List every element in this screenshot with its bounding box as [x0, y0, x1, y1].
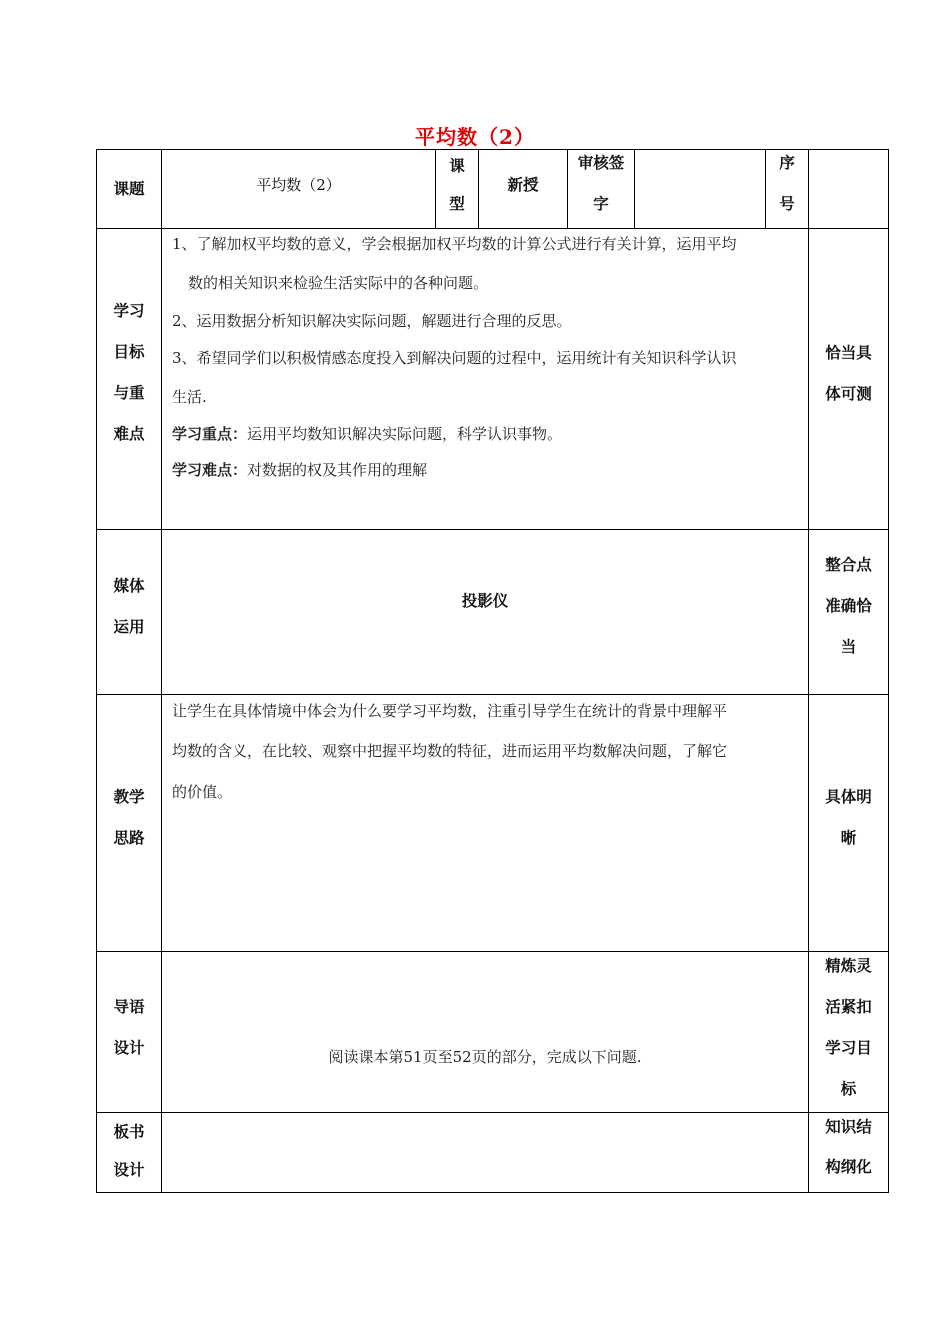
review-signature	[635, 150, 765, 228]
difficulty-point	[172, 459, 427, 480]
key-point	[172, 423, 562, 444]
media-label: 媒体 运用	[113, 576, 145, 636]
type-label-1: 课	[449, 156, 465, 175]
approach-line-3: 的价值。	[172, 783, 233, 801]
intro-label: 导语 设计	[113, 997, 145, 1057]
approach-line-2: 均数的含义，在比较、观察中把握平均数的特征，进而运用平均数解决问题，了解它	[172, 742, 728, 760]
goals-label: 学习 目标 与重 难点	[113, 301, 145, 443]
intro-note: 精炼灵 活紧扣 学习目 标	[825, 956, 872, 1098]
review-label-2: 字	[593, 194, 609, 213]
board-label: 板书 设计	[113, 1122, 145, 1179]
key-point-text: 运用平均数知识解决实际问题，科学认识事物。	[247, 425, 563, 443]
seq-label-2: 号	[779, 194, 795, 213]
review-label-1: 审核签	[577, 153, 625, 172]
goal-item-2: 2、运用数据分析知识解决实际问题，解题进行合理的反思。	[172, 312, 572, 330]
key-point-label: 学习重点：	[172, 425, 248, 443]
topic-value: 平均数（2）	[256, 176, 341, 194]
seq-value	[809, 150, 888, 228]
media-content: 投影仪	[461, 591, 509, 610]
document-title: 平均数（2）	[415, 125, 535, 149]
approach-note: 具体明 晰	[825, 787, 872, 847]
goal-item-1-line-1: 1、了解加权平均数的意义，学会根据加权平均数的计算公式进行有关计算，运用平均	[172, 235, 737, 253]
goals-note: 恰当具 体可测	[825, 343, 872, 403]
goal-item-3-line-1: 3、希望同学们以积极情感态度投入到解决问题的过程中，运用统计有关知识科学认识	[172, 349, 737, 367]
difficulty-text: 对数据的权及其作用的理解	[247, 461, 428, 479]
goal-item-1-line-2: 数的相关知识来检验生活实际中的各种问题。	[188, 274, 489, 292]
media-note: 整合点 准确恰 当	[825, 555, 872, 656]
seq-label-1: 序	[779, 153, 795, 172]
type-value: 新授	[507, 175, 539, 194]
approach-label: 教学 思路	[113, 787, 145, 847]
goal-item-3-line-2: 生活.	[172, 388, 207, 406]
difficulty-label: 学习难点：	[172, 461, 248, 479]
topic-label: 课题	[113, 179, 145, 198]
board-note: 知识结 构纲化	[825, 1117, 872, 1176]
approach-line-1: 让学生在具体情境中体会为什么要学习平均数，注重引导学生在统计的背景中理解平	[172, 702, 728, 720]
board-content	[162, 1113, 808, 1192]
intro-content: 阅读课本第51页至52页的部分，完成以下问题.	[328, 1048, 642, 1066]
type-label-2: 型	[449, 194, 465, 213]
